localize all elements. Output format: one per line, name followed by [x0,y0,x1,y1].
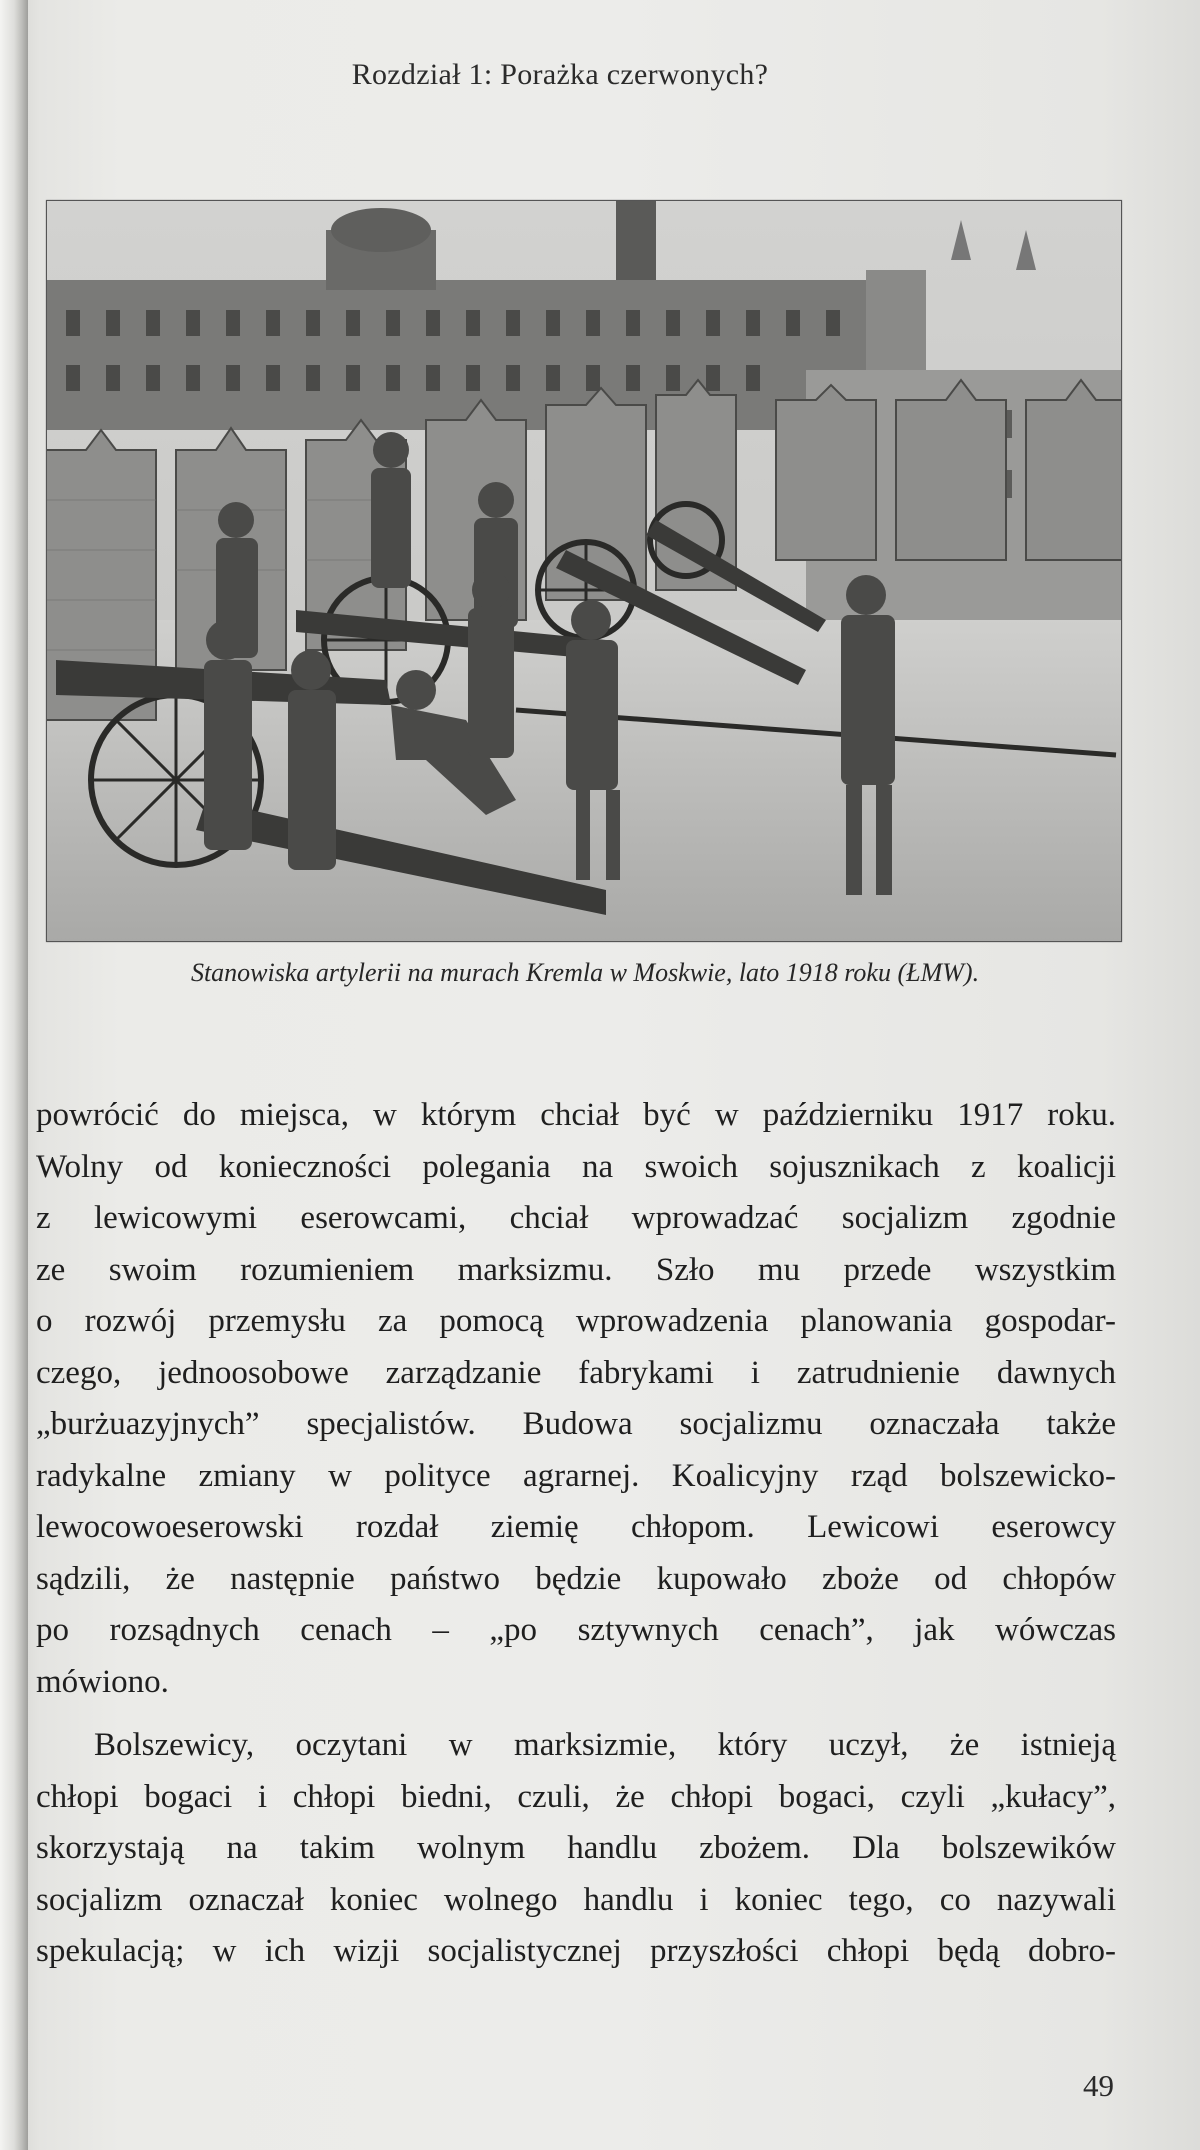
photo-caption: Stanowiska artylerii na murach Kremla w Moskwie, lato 1918 roku (ŁMW). [190,958,980,987]
text-line: z lewicowymi eserowcami, chciał wprowadzać socjalizm zgodnie [36,1200,1116,1236]
text-line: socjalizm oznaczał koniec wolnego handlu i koniec tego, co nazywali [36,1881,1116,1918]
previous-page-edge [0,0,28,2150]
paragraph-2 [36,1720,1116,1978]
photo-illustration [46,200,1122,942]
text-line: sądzili, że następnie państwo będzie kupowało zboże od chłopów [36,1560,1116,1597]
paragraph-1 [36,1090,1116,1708]
text-line: o rozwój przemysłu za pomocą wprowadzenia planowania gospodar- [36,1303,1116,1339]
text-line: Bolszewicy, oczytani w marksizmie, który uczył, że istnieją [94,1727,1116,1763]
text-line: czego, jednoosobowe zarządzanie fabrykami i zatrudnienie dawnych [36,1354,1116,1391]
text-line: „burżuazyjnych” specjalistów. Budowa socjalizmu oznaczała także [36,1406,1116,1442]
text-line: chłopi bogaci i chłopi biedni, czuli, że chłopi bogaci, czyli „kułacy”, [36,1778,1116,1815]
text-line: ze swoim rozumieniem marksizmu. Szło mu przede wszystkim [36,1251,1116,1288]
running-head: Rozdział 1: Porażka czerwonych? [351,58,769,91]
body-text [36,1090,1116,1978]
text-line: powrócić do miejsca, w którym chciał być w październiku 1917 roku. [36,1097,1116,1133]
text-line: radykalne zmiany w polityce agrarnej. Koalicyjny rząd bolszewicko- [36,1457,1116,1494]
text-line: Wolny od konieczności polegania na swoich sojusznikach z koalicji [36,1148,1116,1185]
text-line: po rozsądnych cenach – „po sztywnych cenach”, jak wówczas [36,1612,1116,1648]
artillery-photo [46,200,1122,942]
text-line: lewocowoeserowski rozdał ziemię chłopom. Lewicowi eserowcy [36,1509,1116,1545]
page-number: 49 [1083,2068,1114,2103]
text-line: skorzystają na takim wolnym handlu zbożem. Dla bolszewików [36,1830,1116,1866]
text-line: spekulacją; w ich wizji socjalistycznej przyszłości chłopi będą dobro- [36,1933,1116,1969]
text-line: mówiono. [36,1663,169,1700]
